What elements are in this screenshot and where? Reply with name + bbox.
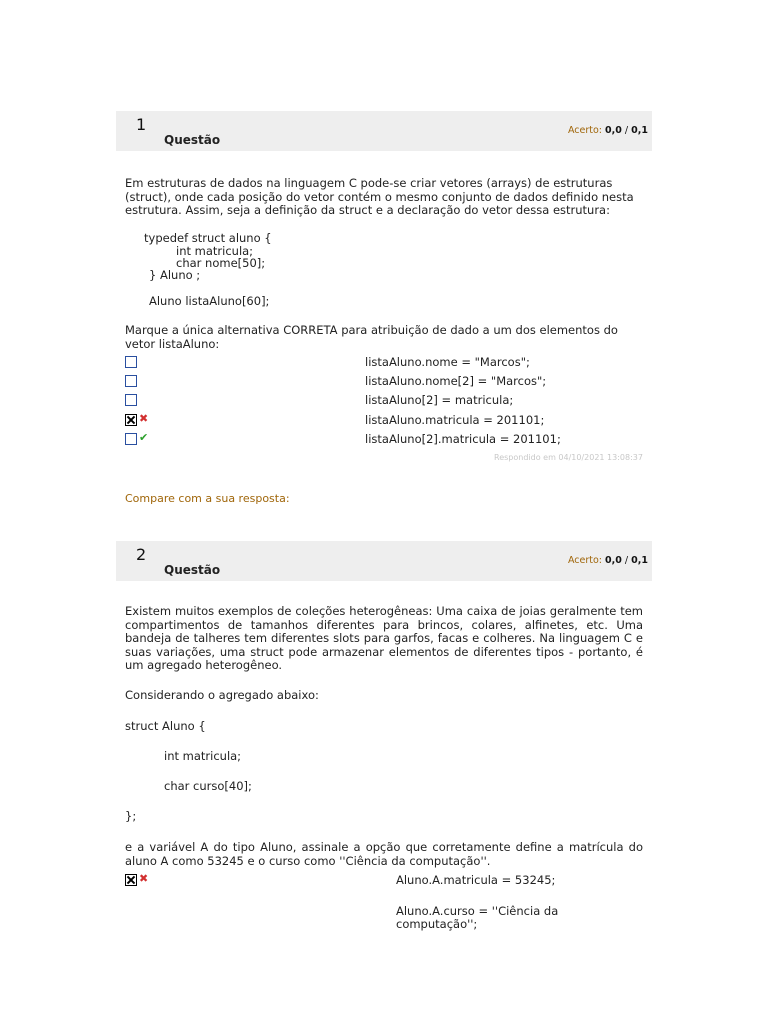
answer-option[interactable]: ✖ listaAluno.matricula = 201101; (125, 413, 655, 427)
question-1-score: Acerto: 0,0 / 0,1 (567, 125, 648, 136)
question-2-number: 2 (136, 545, 147, 564)
code-line: int matricula; (164, 749, 242, 763)
code-line: }; (125, 809, 137, 823)
code-line: char curso[40]; (164, 779, 252, 793)
question-2-header (116, 541, 652, 581)
question-1-header (116, 111, 652, 151)
checkbox[interactable] (125, 375, 137, 387)
checked-checkbox[interactable] (125, 414, 137, 426)
answer-option[interactable]: ✔ listaAluno[2].matricula = 201101; (125, 432, 655, 446)
compare-link[interactable]: Compare com a sua resposta: (125, 492, 290, 505)
question-2-intro: Existem muitos exemplos de coleções heterogêneas: Uma caixa de joias geralmente tem compartimentos de tamanhos diferentes para brincos, colares, alfinetes, etc. Uma bandeja de talheres tem diferentes slots para garfos, facas e colheres. Na linguagem C e suas variações, uma struct pode armazenar elementos de diferentes tipos - portanto, é um agregado heterogêneo. (125, 604, 643, 672)
code-line: Aluno listaAluno[60]; (149, 294, 270, 308)
checked-checkbox[interactable] (125, 874, 137, 886)
question-2-consider: Considerando o agregado abaixo: (125, 688, 319, 702)
wrong-icon: ✖ (139, 872, 149, 885)
code-line: } Aluno ; (149, 268, 201, 282)
answer-option[interactable]: listaAluno.nome = "Marcos"; (125, 355, 655, 369)
answer-option[interactable]: listaAluno[2] = matricula; (125, 393, 655, 407)
answer-option[interactable]: listaAluno.nome[2] = "Marcos"; (125, 374, 655, 388)
code-line: struct Aluno { (125, 719, 206, 733)
checkbox[interactable] (125, 394, 137, 406)
answered-timestamp: Respondido em 04/10/2021 13:08:37 (494, 453, 643, 462)
wrong-icon: ✖ (139, 412, 149, 425)
code-line: char nome[50]; (176, 256, 266, 270)
checkbox[interactable] (125, 433, 137, 445)
correct-icon: ✔ (139, 431, 149, 444)
answer-option[interactable]: ✖ Aluno.A.matricula = 53245; Aluno.A.curso = ''Ciência da computação''; (125, 873, 655, 933)
question-2-label: Questão (164, 563, 221, 577)
checkbox[interactable] (125, 356, 137, 368)
question-2-prompt: e a variável A do tipo Aluno, assinale a opção que corretamente define a matrícula do aluno A como 53245 e o curso como ''Ciência da computação''. (125, 840, 643, 868)
code-line: int matricula; (176, 244, 254, 258)
question-1-prompt: Marque a única alternativa CORRETA para atribuição de dado a um dos elementos do vetor listaAluno: (125, 323, 618, 351)
question-2-score: Acerto: 0,0 / 0,1 (567, 555, 648, 566)
question-1-label: Questão (164, 133, 221, 147)
question-1-intro: Em estruturas de dados na linguagem C pode-se criar vetores (arrays) de estruturas (struct), onde cada posição do vetor contém o mesmo conjunto de dados definido nesta estrutura. Assim, seja a definição da struct e a declaração do vetor dessa estrutura: (125, 176, 634, 217)
code-line: typedef struct aluno { (144, 231, 272, 245)
question-1-number: 1 (136, 115, 147, 134)
